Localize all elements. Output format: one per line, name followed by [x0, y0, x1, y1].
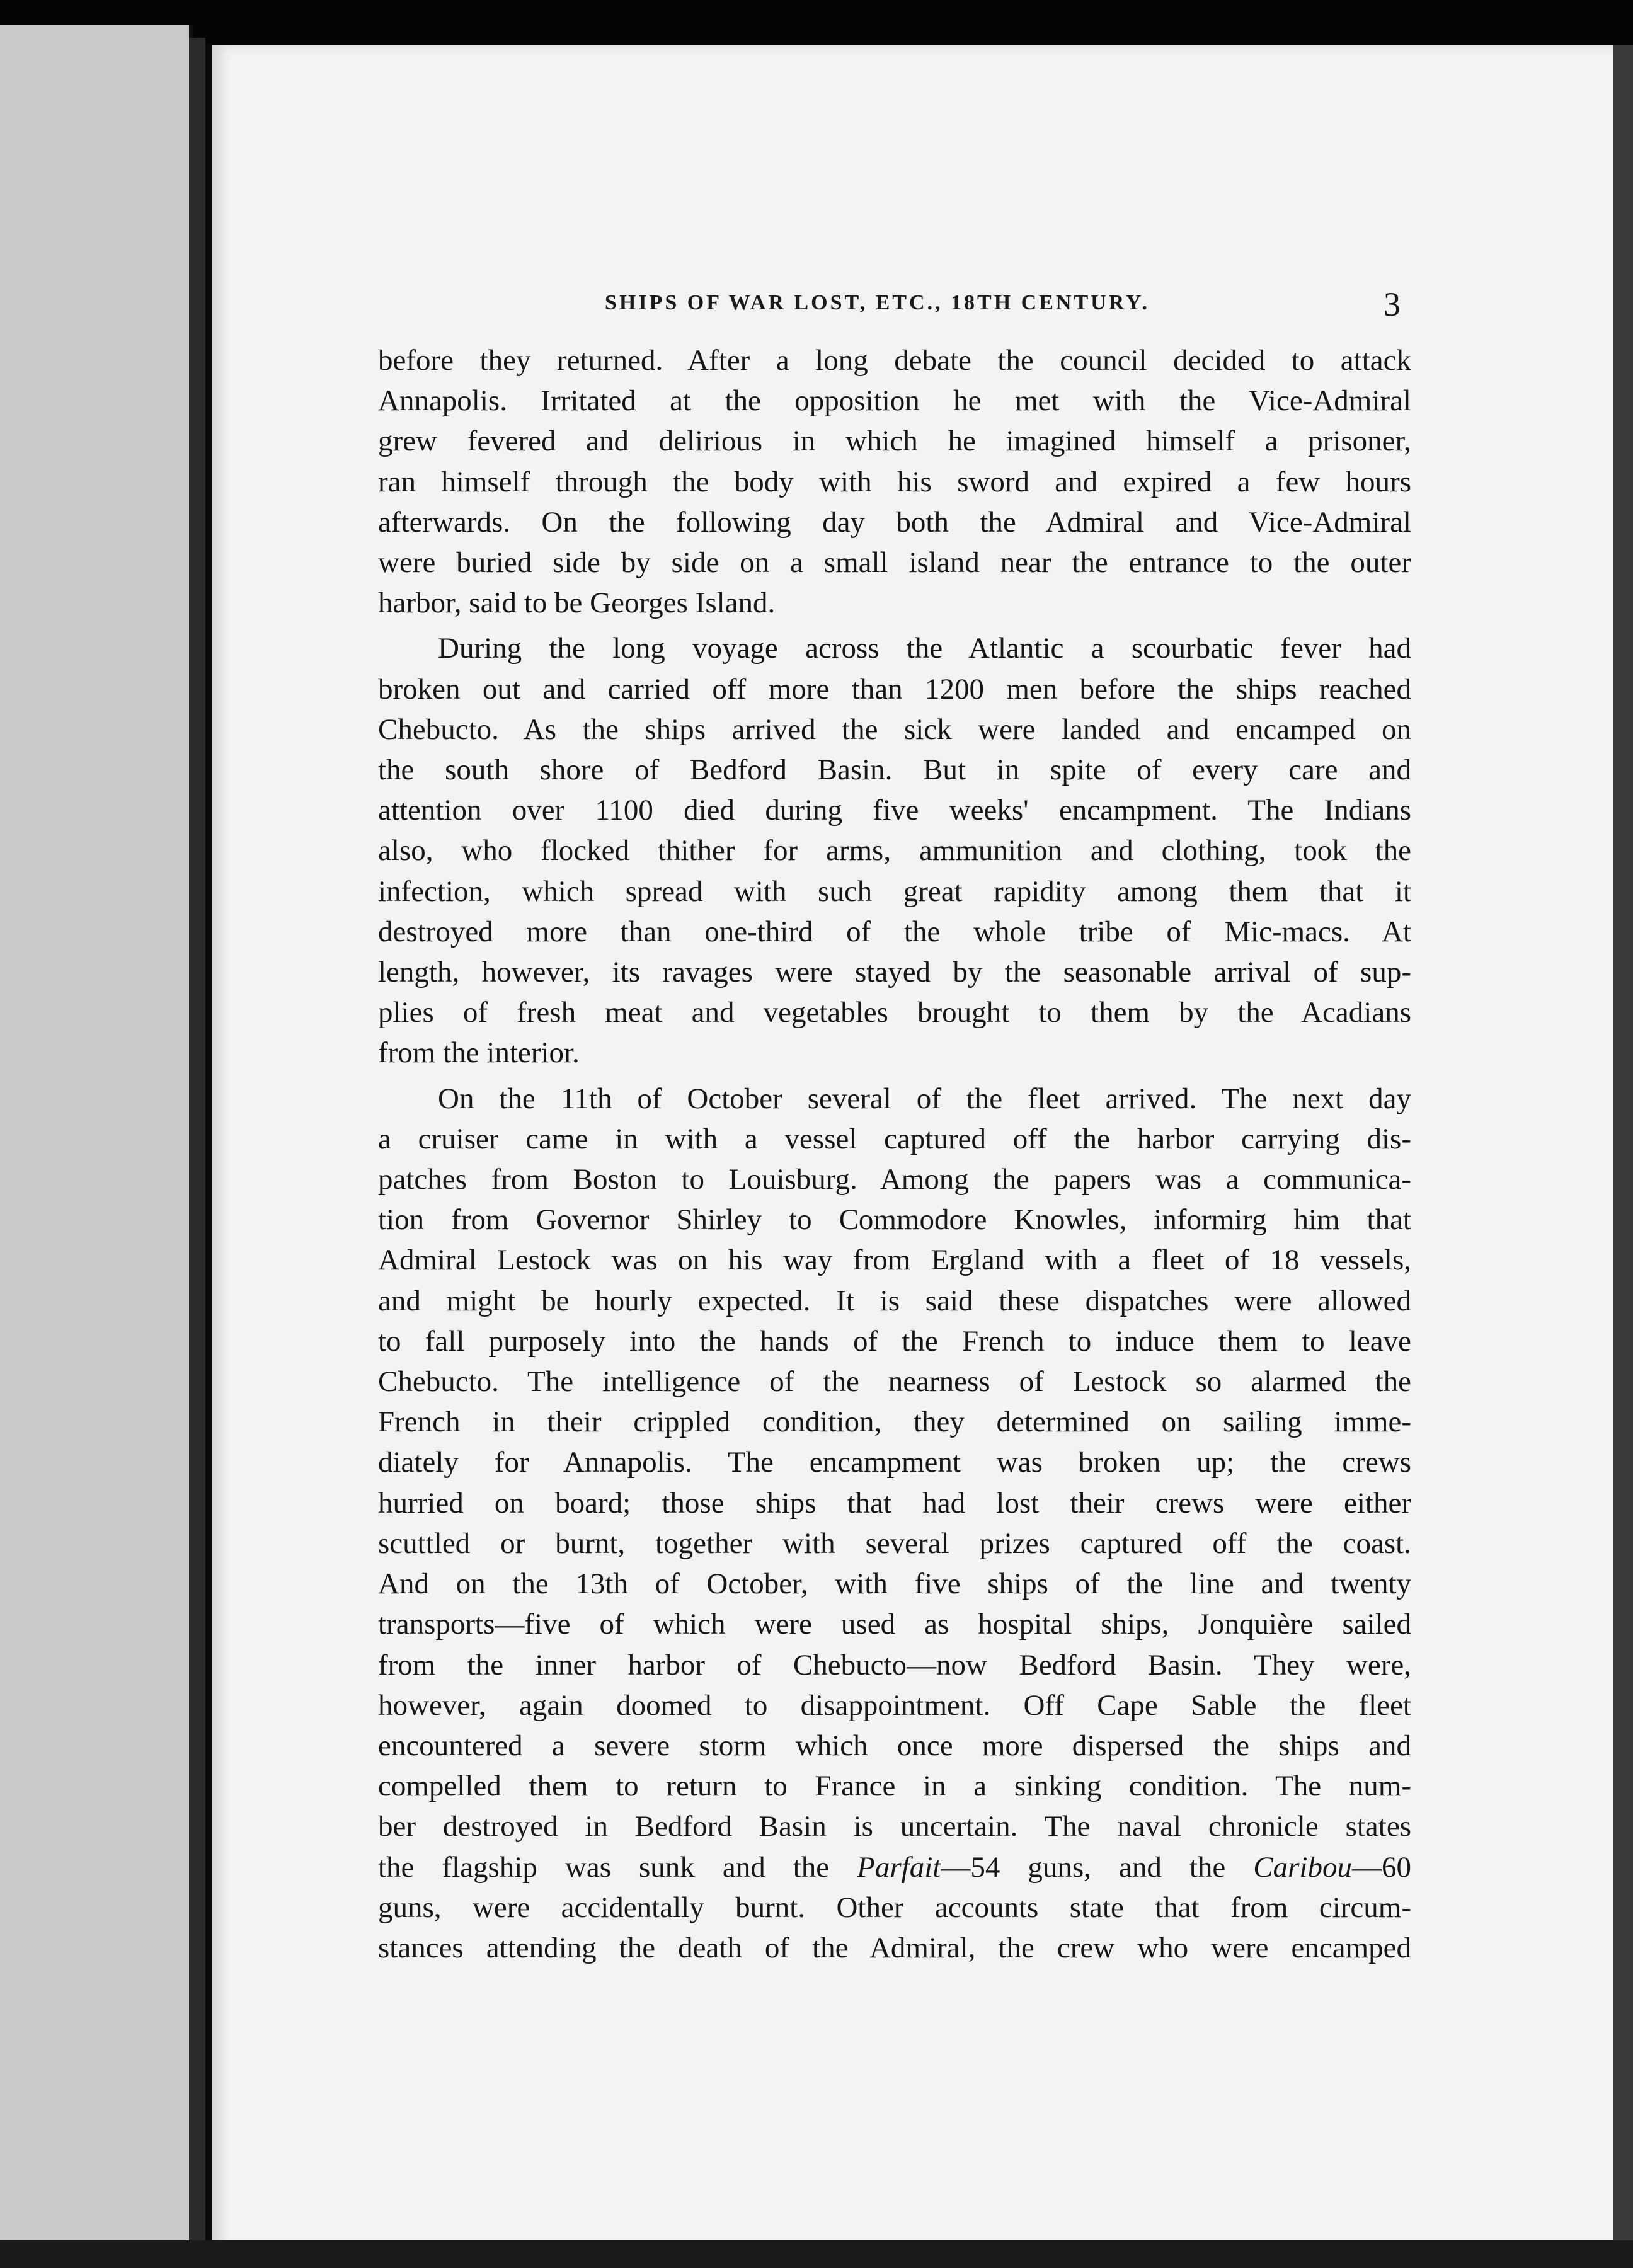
text-line: to fall purposely into the hands of the French to induce them to leave	[378, 1324, 1411, 1358]
scan-border-right	[1613, 45, 1633, 2268]
text-line: before they returned. After a long debate the council decided to attack	[378, 344, 1411, 377]
scan-border-bottom	[0, 2240, 1633, 2268]
text-fragment: the flagship was sunk and the	[378, 1850, 857, 1884]
text-line: ber destroyed in Bedford Basin is uncertain. The naval chronicle states	[378, 1810, 1411, 1843]
text-line: infection, which spread with such great rapidity among them that it	[378, 874, 1411, 908]
text-line: Chebucto. The intelligence of the nearness of Lestock so alarmed the	[378, 1365, 1411, 1399]
previous-page-edge	[0, 25, 193, 2268]
text-line: On the 11th of October several of the fleet arrived. The next day	[438, 1082, 1411, 1115]
text-fragment: —60	[1352, 1850, 1411, 1884]
text-line: scuttled or burnt, together with several prizes captured off the coast.	[378, 1526, 1411, 1560]
text-line: length, however, its ravages were stayed by the seasonable arrival of sup-	[378, 956, 1411, 989]
body-text	[378, 340, 1411, 1968]
book-spine	[205, 44, 212, 2268]
text-line: destroyed more than one-third of the whole tribe of Mic-macs. At	[378, 915, 1411, 948]
ship-name-caribou: Caribou	[1253, 1850, 1352, 1884]
text-line: afterwards. On the following day both the Admiral and Vice-Admiral	[378, 505, 1411, 539]
text-line: Admiral Lestock was on his way from Ergland with a fleet of 18 vessels,	[378, 1244, 1411, 1277]
text-line: transports—five of which were used as hospital ships, Jonquière sailed	[378, 1608, 1411, 1641]
text-line: hurried on board; those ships that had lost their crews were either	[378, 1486, 1411, 1520]
text-line: were buried side by side on a small island near the entrance to the outer	[378, 546, 1411, 580]
text-line: stances attending the death of the Admiral, the crew who were encamped	[378, 1931, 1411, 1964]
text-line-with-ship-names	[378, 1847, 1411, 1887]
text-line: from the inner harbor of Chebucto—now Bedford Basin. They were,	[378, 1648, 1411, 1681]
text-line: encountered a severe storm which once more dispersed the ships and	[378, 1729, 1411, 1762]
text-line: Chebucto. As the ships arrived the sick were landed and encamped on	[378, 713, 1411, 746]
text-line: harbor, said to be Georges Island.	[378, 587, 776, 620]
text-line: and might be hourly expected. It is said these dispatches were allowed	[378, 1284, 1411, 1317]
text-line: tion from Governor Shirley to Commodore Knowles, informirg him that	[378, 1203, 1411, 1237]
text-line: broken out and carried off more than 1200 men before the ships reached	[378, 672, 1411, 706]
scan-border-top	[0, 0, 1633, 49]
text-line: patches from Boston to Louisburg. Among the papers was a communica-	[378, 1163, 1411, 1196]
text-line: compelled them to return to France in a sinking condition. The num-	[378, 1770, 1411, 1803]
text-line: diately for Annapolis. The encampment was broken up; the crews	[378, 1446, 1411, 1479]
page-number: 3	[1384, 285, 1401, 323]
text-line: the south shore of Bedford Basin. But in spite of every care and	[378, 753, 1411, 787]
text-fragment: —54 guns, and the	[941, 1850, 1254, 1884]
text-line: however, again doomed to disappointment. Off Cape Sable the fleet	[378, 1688, 1411, 1722]
text-line: ran himself through the body with his sword and expired a few hours	[378, 465, 1411, 498]
text-line: attention over 1100 died during five weeks' encampment. The Indians	[378, 794, 1411, 827]
text-line: Annapolis. Irritated at the opposition he met with the Vice-Admiral	[378, 384, 1411, 418]
page-gutter-shadow	[189, 38, 205, 2268]
paragraph-3	[378, 1079, 1411, 1968]
text-line: And on the 13th of October, with five ships of the line and twenty	[378, 1567, 1411, 1601]
paragraph-2	[378, 628, 1411, 1073]
text-line: During the long voyage across the Atlantic a scourbatic fever had	[438, 632, 1411, 665]
text-line: plies of fresh meat and vegetables brought to them by the Acadians	[378, 996, 1411, 1029]
ship-name-parfait: Parfait	[857, 1850, 941, 1884]
paragraph-1	[378, 340, 1411, 623]
text-line: also, who flocked thither for arms, ammunition and clothing, took the	[378, 834, 1411, 868]
text-line: from the interior.	[378, 1036, 580, 1070]
running-head: SHIPS OF WAR LOST, ETC., 18TH CENTURY.	[605, 291, 1150, 314]
text-line: guns, were accidentally burnt. Other accounts state that from circum-	[378, 1891, 1411, 1924]
text-line: grew fevered and delirious in which he imagined himself a prisoner,	[378, 425, 1411, 458]
text-line: a cruiser came in with a vessel captured off the harbor carrying dis-	[378, 1122, 1411, 1155]
text-line: French in their crippled condition, they determined on sailing imme-	[378, 1406, 1411, 1439]
